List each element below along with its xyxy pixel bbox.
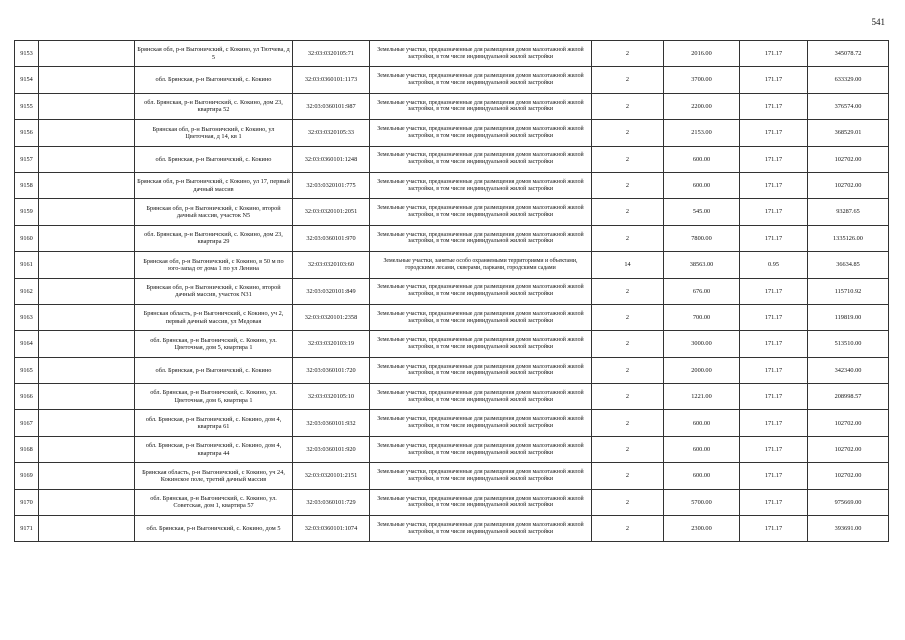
address-cell: Брянская обл, р-н Выгоничский, с Кокино, ул Цветочная, д 14, кв 1 (135, 120, 293, 146)
cadastral-value-cell: 1335126.00 (808, 225, 889, 251)
table-body (15, 41, 889, 542)
specific-value-cell: 171.17 (740, 304, 808, 330)
cadastral-number-cell: 32:03:0360101:970 (293, 225, 370, 251)
blank-cell (39, 225, 135, 251)
cadastral-number-cell: 32:03:0360101:920 (293, 436, 370, 462)
blank-cell (39, 41, 135, 67)
row-id-cell: 9156 (15, 120, 39, 146)
area-cell: 700.00 (664, 304, 740, 330)
cadastral-value-cell: 102702.00 (808, 410, 889, 436)
blank-cell (39, 516, 135, 542)
area-cell: 545.00 (664, 199, 740, 225)
cadastral-value-cell: 393691.00 (808, 516, 889, 542)
blank-cell (39, 120, 135, 146)
specific-value-cell: 171.17 (740, 199, 808, 225)
cadastral-number-cell: 32:03:0360101:932 (293, 410, 370, 436)
row-id-cell: 9169 (15, 463, 39, 489)
cadastral-number-cell: 32:03:0320105:71 (293, 41, 370, 67)
cadastral-value-cell: 975669.00 (808, 489, 889, 515)
usage-group-cell: 2 (592, 384, 664, 410)
usage-group-cell: 2 (592, 120, 664, 146)
blank-cell (39, 463, 135, 489)
row-id-cell: 9166 (15, 384, 39, 410)
cadastral-value-cell: 345078.72 (808, 41, 889, 67)
cadastral-number-cell: 32:03:0320101:2358 (293, 304, 370, 330)
blank-cell (39, 252, 135, 278)
table-row (15, 172, 889, 198)
cadastral-value-cell: 102702.00 (808, 436, 889, 462)
table-row (15, 41, 889, 67)
area-cell: 5700.00 (664, 489, 740, 515)
land-purpose-cell: Земельные участки, предназначенные для размещения домов малоэтажной жилой застройки, в том числе индивидуальной жилой застройки (370, 225, 592, 251)
row-id-cell: 9162 (15, 278, 39, 304)
area-cell: 600.00 (664, 436, 740, 462)
table-row (15, 516, 889, 542)
area-cell: 38563.00 (664, 252, 740, 278)
cadastral-number-cell: 32:03:0320105:33 (293, 120, 370, 146)
specific-value-cell: 171.17 (740, 489, 808, 515)
land-purpose-cell: Земельные участки, предназначенные для размещения домов малоэтажной жилой застройки, в том числе индивидуальной жилой застройки (370, 67, 592, 93)
row-id-cell: 9159 (15, 199, 39, 225)
land-purpose-cell: Земельные участки, предназначенные для размещения домов малоэтажной жилой застройки, в том числе индивидуальной жилой застройки (370, 357, 592, 383)
address-cell: Брянская обл, р-н Выгоничский, с Кокино, второй дачный массив, участок N31 (135, 278, 293, 304)
land-purpose-cell: Земельные участки, предназначенные для размещения домов малоэтажной жилой застройки, в том числе индивидуальной жилой застройки (370, 410, 592, 436)
specific-value-cell: 171.17 (740, 436, 808, 462)
address-cell: Брянская область, р-н Выгоничский, с Кокино, уч 24, Кокинское поле, третий дачный массив (135, 463, 293, 489)
blank-cell (39, 489, 135, 515)
cadastral-number-cell: 32:03:0360101:720 (293, 357, 370, 383)
land-purpose-cell: Земельные участки, предназначенные для размещения домов малоэтажной жилой застройки, в том числе индивидуальной жилой застройки (370, 172, 592, 198)
cadastral-number-cell: 32:03:0320103:60 (293, 252, 370, 278)
land-purpose-cell: Земельные участки, предназначенные для размещения домов малоэтажной жилой застройки, в том числе индивидуальной жилой застройки (370, 436, 592, 462)
table-row (15, 463, 889, 489)
cadastral-value-cell: 36634.85 (808, 252, 889, 278)
table-row (15, 357, 889, 383)
usage-group-cell: 2 (592, 67, 664, 93)
specific-value-cell: 171.17 (740, 225, 808, 251)
address-cell: обл. Брянская, р-н Выгоничский, с. Кокино, ул. Цветочная, дом 6, квартира 1 (135, 384, 293, 410)
blank-cell (39, 146, 135, 172)
row-id-cell: 9167 (15, 410, 39, 436)
cadastral-value-cell: 633329.00 (808, 67, 889, 93)
page-number: 541 (871, 17, 885, 27)
row-id-cell: 9171 (15, 516, 39, 542)
blank-cell (39, 384, 135, 410)
land-purpose-cell: Земельные участки, предназначенные для размещения домов малоэтажной жилой застройки, в том числе индивидуальной жилой застройки (370, 331, 592, 357)
land-purpose-cell: Земельные участки, предназначенные для размещения домов малоэтажной жилой застройки, в том числе индивидуальной жилой застройки (370, 384, 592, 410)
blank-cell (39, 278, 135, 304)
blank-cell (39, 93, 135, 119)
address-cell: обл. Брянская, р-н Выгоничский, с. Кокино (135, 146, 293, 172)
area-cell: 2200.00 (664, 93, 740, 119)
cadastral-value-cell: 102702.00 (808, 172, 889, 198)
blank-cell (39, 199, 135, 225)
land-register-table (14, 40, 889, 542)
land-purpose-cell: Земельные участки, предназначенные для размещения домов малоэтажной жилой застройки, в том числе индивидуальной жилой застройки (370, 489, 592, 515)
table-row (15, 436, 889, 462)
usage-group-cell: 2 (592, 489, 664, 515)
blank-cell (39, 331, 135, 357)
usage-group-cell: 2 (592, 225, 664, 251)
table-row (15, 146, 889, 172)
usage-group-cell: 2 (592, 410, 664, 436)
area-cell: 3000.00 (664, 331, 740, 357)
cadastral-value-cell: 376574.00 (808, 93, 889, 119)
specific-value-cell: 171.17 (740, 410, 808, 436)
row-id-cell: 9158 (15, 172, 39, 198)
table-row (15, 331, 889, 357)
table-row (15, 252, 889, 278)
area-cell: 676.00 (664, 278, 740, 304)
specific-value-cell: 171.17 (740, 146, 808, 172)
row-id-cell: 9165 (15, 357, 39, 383)
row-id-cell: 9153 (15, 41, 39, 67)
usage-group-cell: 2 (592, 304, 664, 330)
address-cell: обл. Брянская, р-н Выгоничский, с. Кокино, дом 4, квартира 44 (135, 436, 293, 462)
address-cell: Брянская обл, р-н Выгоничский, с Кокино, ул 17, первый дачный массив (135, 172, 293, 198)
usage-group-cell: 2 (592, 93, 664, 119)
table-row (15, 384, 889, 410)
area-cell: 2016.00 (664, 41, 740, 67)
cadastral-value-cell: 115710.92 (808, 278, 889, 304)
address-cell: обл. Брянская, р-н Выгоничский, с. Кокино, дом 4, квартира 61 (135, 410, 293, 436)
usage-group-cell: 2 (592, 278, 664, 304)
cadastral-number-cell: 32:03:0320101:775 (293, 172, 370, 198)
usage-group-cell: 2 (592, 436, 664, 462)
table-row (15, 225, 889, 251)
specific-value-cell: 171.17 (740, 278, 808, 304)
specific-value-cell: 171.17 (740, 172, 808, 198)
address-cell: Брянская обл, р-н Выгоничский, с Кокино, второй дачный массив, участок N5 (135, 199, 293, 225)
area-cell: 2153.00 (664, 120, 740, 146)
address-cell: обл. Брянская, р-н Выгоничский, с. Кокино, ул. Советская, дом 1, квартира 57 (135, 489, 293, 515)
area-cell: 600.00 (664, 410, 740, 436)
usage-group-cell: 2 (592, 172, 664, 198)
cadastral-number-cell: 32:03:0360101:1074 (293, 516, 370, 542)
cadastral-number-cell: 32:03:0320101:849 (293, 278, 370, 304)
row-id-cell: 9168 (15, 436, 39, 462)
cadastral-number-cell: 32:03:0320103:19 (293, 331, 370, 357)
cadastral-value-cell: 208998.57 (808, 384, 889, 410)
address-cell: обл. Брянская, р-н Выгоничский, с. Кокино (135, 67, 293, 93)
address-cell: Брянская обл, р-н Выгоничский, с Кокино, в 50 м по юго-запад от дома 1 по ул Ленина (135, 252, 293, 278)
usage-group-cell: 2 (592, 41, 664, 67)
land-purpose-cell: Земельные участки, предназначенные для размещения домов малоэтажной жилой застройки, в том числе индивидуальной жилой застройки (370, 120, 592, 146)
specific-value-cell: 171.17 (740, 93, 808, 119)
usage-group-cell: 2 (592, 331, 664, 357)
cadastral-value-cell: 102702.00 (808, 146, 889, 172)
cadastral-value-cell: 368529.01 (808, 120, 889, 146)
table-row (15, 278, 889, 304)
land-purpose-cell: Земельные участки, предназначенные для размещения домов малоэтажной жилой застройки, в том числе индивидуальной жилой застройки (370, 199, 592, 225)
cadastral-number-cell: 32:03:0320101:2051 (293, 199, 370, 225)
table-row (15, 67, 889, 93)
specific-value-cell: 171.17 (740, 41, 808, 67)
table-row (15, 199, 889, 225)
specific-value-cell: 171.17 (740, 331, 808, 357)
specific-value-cell: 171.17 (740, 463, 808, 489)
address-cell: обл. Брянская, р-н Выгоничский, с. Кокино (135, 357, 293, 383)
row-id-cell: 9164 (15, 331, 39, 357)
area-cell: 3700.00 (664, 67, 740, 93)
address-cell: Брянская обл, р-н Выгоничский, с Кокино, ул Тютчева, д 5 (135, 41, 293, 67)
usage-group-cell: 2 (592, 357, 664, 383)
address-cell: обл. Брянская, р-н Выгоничский, с. Кокино, дом 5 (135, 516, 293, 542)
cadastral-number-cell: 32:03:0320101:2151 (293, 463, 370, 489)
address-cell: обл. Брянская, р-н Выгоничский, с. Кокино, ул. Цветочная, дом 5, квартира 1 (135, 331, 293, 357)
specific-value-cell: 171.17 (740, 120, 808, 146)
specific-value-cell: 0.95 (740, 252, 808, 278)
row-id-cell: 9155 (15, 93, 39, 119)
cadastral-value-cell: 102702.00 (808, 463, 889, 489)
cadastral-number-cell: 32:03:0360101:987 (293, 93, 370, 119)
row-id-cell: 9170 (15, 489, 39, 515)
cadastral-value-cell: 342340.00 (808, 357, 889, 383)
cadastral-value-cell: 93287.65 (808, 199, 889, 225)
row-id-cell: 9154 (15, 67, 39, 93)
blank-cell (39, 304, 135, 330)
row-id-cell: 9161 (15, 252, 39, 278)
cadastral-number-cell: 32:03:0320105:10 (293, 384, 370, 410)
area-cell: 600.00 (664, 146, 740, 172)
area-cell: 7800.00 (664, 225, 740, 251)
area-cell: 1221.00 (664, 384, 740, 410)
usage-group-cell: 2 (592, 146, 664, 172)
land-purpose-cell: Земельные участки, занятые особо охраняемыми территориями и объектами, городскими лесами, скверами, парками, городскими садами (370, 252, 592, 278)
area-cell: 600.00 (664, 172, 740, 198)
row-id-cell: 9163 (15, 304, 39, 330)
blank-cell (39, 172, 135, 198)
land-purpose-cell: Земельные участки, предназначенные для размещения домов малоэтажной жилой застройки, в том числе индивидуальной жилой застройки (370, 93, 592, 119)
address-cell: обл. Брянская, р-н Выгоничский, с. Кокино, дом 23, квартира 52 (135, 93, 293, 119)
usage-group-cell: 2 (592, 516, 664, 542)
blank-cell (39, 436, 135, 462)
land-purpose-cell: Земельные участки, предназначенные для размещения домов малоэтажной жилой застройки, в том числе индивидуальной жилой застройки (370, 278, 592, 304)
table-row (15, 489, 889, 515)
cadastral-number-cell: 32:03:0360101:1173 (293, 67, 370, 93)
usage-group-cell: 14 (592, 252, 664, 278)
table-row (15, 120, 889, 146)
cadastral-value-cell: 513510.00 (808, 331, 889, 357)
land-purpose-cell: Земельные участки, предназначенные для размещения домов малоэтажной жилой застройки, в том числе индивидуальной жилой застройки (370, 516, 592, 542)
blank-cell (39, 410, 135, 436)
area-cell: 2300.00 (664, 516, 740, 542)
specific-value-cell: 171.17 (740, 67, 808, 93)
specific-value-cell: 171.17 (740, 516, 808, 542)
table-row (15, 410, 889, 436)
blank-cell (39, 357, 135, 383)
specific-value-cell: 171.17 (740, 357, 808, 383)
blank-cell (39, 67, 135, 93)
cadastral-number-cell: 32:03:0360101:729 (293, 489, 370, 515)
land-purpose-cell: Земельные участки, предназначенные для размещения домов малоэтажной жилой застройки, в том числе индивидуальной жилой застройки (370, 463, 592, 489)
address-cell: Брянская область, р-н Выгоничский, с Кокино, уч 2, первый дачный массив, ул Медовая (135, 304, 293, 330)
area-cell: 600.00 (664, 463, 740, 489)
land-purpose-cell: Земельные участки, предназначенные для размещения домов малоэтажной жилой застройки, в том числе индивидуальной жилой застройки (370, 41, 592, 67)
table-row (15, 304, 889, 330)
table-row (15, 93, 889, 119)
row-id-cell: 9157 (15, 146, 39, 172)
cadastral-number-cell: 32:03:0360101:1248 (293, 146, 370, 172)
usage-group-cell: 2 (592, 463, 664, 489)
address-cell: обл. Брянская, р-н Выгоничский, с. Кокино, дом 23, квартира 29 (135, 225, 293, 251)
area-cell: 2000.00 (664, 357, 740, 383)
land-purpose-cell: Земельные участки, предназначенные для размещения домов малоэтажной жилой застройки, в том числе индивидуальной жилой застройки (370, 304, 592, 330)
cadastral-value-cell: 119819.00 (808, 304, 889, 330)
land-purpose-cell: Земельные участки, предназначенные для размещения домов малоэтажной жилой застройки, в том числе индивидуальной жилой застройки (370, 146, 592, 172)
specific-value-cell: 171.17 (740, 384, 808, 410)
row-id-cell: 9160 (15, 225, 39, 251)
usage-group-cell: 2 (592, 199, 664, 225)
